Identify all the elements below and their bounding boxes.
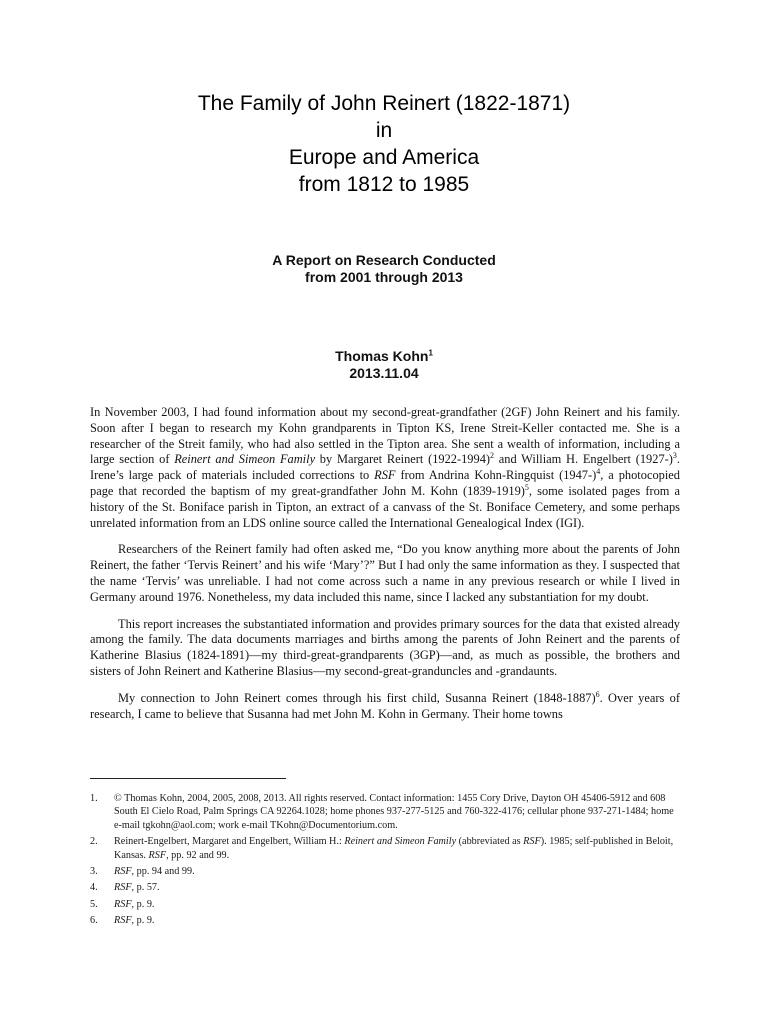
document-subtitle (0, 252, 768, 286)
footnote-ref-4[interactable]: 4 (596, 467, 601, 477)
paragraph-1-text-e: from Andrina Kohn-Ringquist (1947-) (395, 468, 597, 483)
footnote-ref-5[interactable]: 5 (524, 482, 529, 492)
footnote-text: RSF, p. 9. (114, 915, 155, 927)
title-line-1: The Family of John Reinert (1822-1871) (197, 92, 571, 115)
footnote-number: 3. (90, 866, 98, 878)
footnote-text: RSF, p. 57. (114, 882, 160, 894)
author-line (0, 348, 768, 365)
title-line-2: in (375, 119, 393, 142)
footnote-5 (90, 898, 680, 911)
footnote-divider (90, 778, 286, 779)
footnote-text: © Thomas Kohn, 2004, 2005, 2008, 2013. All rights reserved. Contact information: 1455 Cory Drive, Dayton OH 45406-5912 and 608 South El Cielo Road, Palm Springs CA 92264.1028; home phones 937-277-5125 and 760-322-4176; cellular phone 937-271-1484; home e-mail tgkohn@aol.com; work e-mail TKohn@Documentorium.com. (114, 793, 674, 831)
paragraph-1-text-b: by Margaret Reinert (1922-1994) (315, 452, 491, 467)
author-name: Thomas Kohn (335, 348, 429, 364)
rsf-abbreviation: RSF (374, 468, 396, 483)
paragraph-1-text-g: , some isolated pages from a history of the St. Boniface parish in Tipton, an extract of a canvass of the St. Boniface Cemetery, and some perhaps unrelated information from an LDS online source called the International Genealogical Index (IGI). (90, 483, 681, 530)
paragraph-3: This report increases the substantiated information and provides primary sources for the data that existed already among the family. The data documents marriages and births among the parents of John Reinert and the parents of Katherine Blasius (1824-1891)—my third-great-grandparents (3GP)—and, as much as possible, the brothers and sisters of John Reinert and Katherine Blasius—my second-great-granduncles and -grandaunts. (90, 616, 680, 678)
book-title: Reinert and Simeon Family (174, 452, 316, 467)
footnote-ref-2[interactable]: 2 (490, 451, 495, 461)
footnotes (90, 792, 680, 931)
paragraph-4-text-a: My connection to John Reinert comes through his first child, Susanna Reinert (1848-1887) (118, 690, 596, 705)
paragraph-2: Researchers of the Reinert family had often asked me, “Do you know anything more about the parents of John Reinert, the father ‘Tervis Reinert’ and his wife ‘Mary’?” But I had only the same information as they. I suspected that the name ‘Tervis’ was unreliable. I had not come across such a name in any previous research or while I lived in Germany around 1976. Nonetheless, my data included this name, since I lacked any substantiation for my doubt. (90, 542, 680, 604)
footnote-text: RSF, p. 9. (114, 898, 155, 910)
paragraph-4-text-b: . Over years of research, I came to believe that Susanna had met John M. Kohn in Germany. Their home towns (90, 690, 680, 721)
footnote-number: 2. (90, 836, 98, 848)
footnote-ref-6[interactable]: 6 (595, 689, 600, 699)
footnote-6 (90, 914, 680, 927)
subtitle-line-2: from 2001 through 2013 (305, 269, 463, 285)
footnote-ref-1[interactable]: 1 (428, 348, 433, 358)
footnote-1 (90, 792, 680, 832)
document-title (0, 90, 768, 198)
footnote-number: 4. (90, 882, 98, 894)
footnote-4 (90, 881, 680, 894)
paragraph-1-text-d: . Irene’s large pack of materials included corrections to (90, 452, 681, 483)
paragraph-1-text-f: , a photocopied page that recorded the baptism of my great-grandfather John M. Kohn (1839-1919) (90, 468, 680, 498)
paragraph-1 (90, 405, 680, 531)
title-line-3: Europe and America (288, 146, 480, 169)
footnote-ref-3[interactable]: 3 (672, 451, 677, 461)
footnote-number: 5. (90, 898, 98, 910)
author-block (0, 348, 768, 382)
footnote-2 (90, 835, 680, 862)
footnote-number: 1. (90, 793, 98, 804)
paragraph-1-text-a: In November 2003, I had found information about my second-great-grandfather (2GF) John Reinert and his family. Soon after I began to research my Kohn grandparents in Tipton KS, Irene Streit-Keller contacted me. She is a researcher of the Streit family, who had also settled in the Tipton area. She sent a wealth of information, including a large section of (90, 405, 680, 467)
paragraph-4 (90, 691, 680, 723)
subtitle-line-1: A Report on Research Conducted (272, 252, 496, 268)
title-line-4: from 1812 to 1985 (298, 173, 470, 196)
footnote-3 (90, 865, 680, 878)
report-date: 2013.11.04 (349, 365, 419, 381)
paragraph-1-text-c: and William H. Engelbert (1927-) (494, 452, 673, 467)
footnote-text: Reinert-Engelbert, Margaret and Engelbert, William H.: Reinert and Simeon Family (abbreviated as RSF). 1985; self-published in Beloit, Kansas. RSF, pp. 92 and 99. (114, 836, 674, 861)
footnote-text: RSF, pp. 94 and 99. (114, 866, 195, 878)
body-text (90, 405, 680, 733)
footnote-number: 6. (90, 915, 98, 927)
